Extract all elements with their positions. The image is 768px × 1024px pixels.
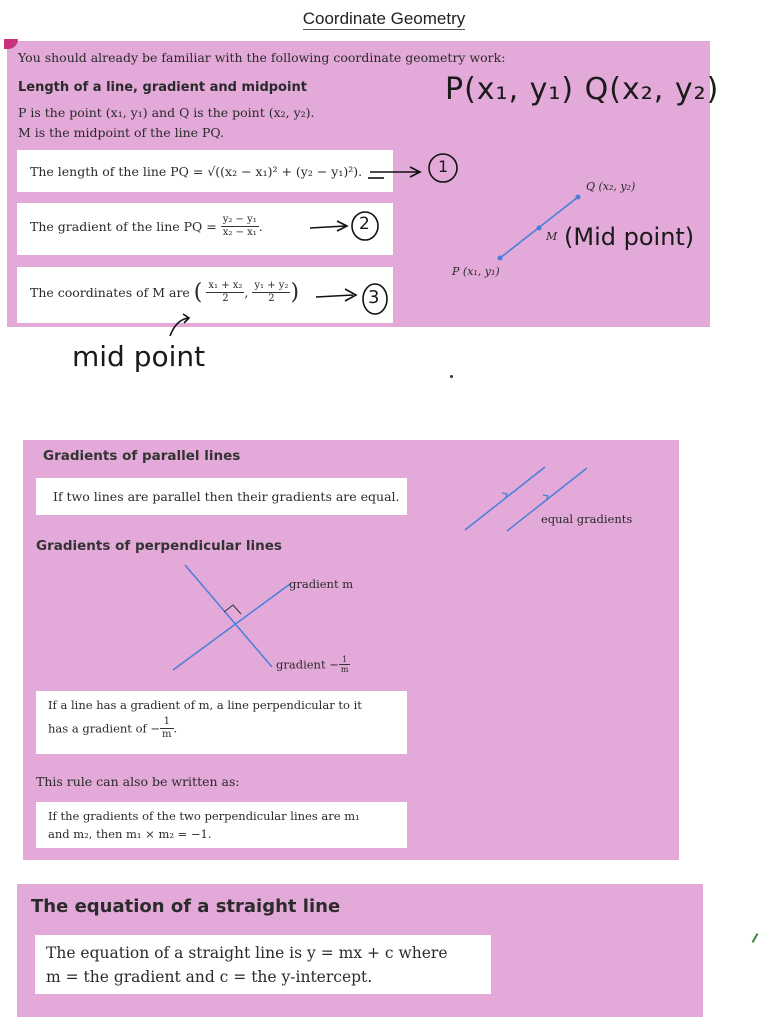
equation-line2: m = the gradient and c = the y-intercept. — [46, 968, 373, 986]
perp-rule-fraction — [160, 716, 173, 741]
gradient-denominator: x₂ − x₁ — [222, 227, 257, 238]
handwritten-midpoint-below: mid point — [72, 340, 206, 373]
perp-rule-line2-text: has a gradient of − — [48, 721, 161, 736]
formula-length-label: The length of the line PQ = — [30, 164, 208, 179]
handwritten-num-3: 3 — [368, 287, 380, 308]
handwritten-midpoint-note: (Mid point) — [564, 223, 695, 251]
formula-length-expr: √((x₂ − x₁)² + (y₂ − y₁)²). — [207, 164, 363, 179]
perp-rule-numerator: 1 — [160, 716, 173, 729]
handwritten-num-2: 2 — [359, 214, 370, 234]
perp-rule-line2 — [48, 716, 177, 741]
line-gradient-m — [173, 584, 290, 670]
gradient-m-label — [289, 577, 353, 591]
label-q: Q (x₂, y₂) — [586, 180, 636, 193]
stray-dot — [450, 375, 453, 378]
alt-rule-line2: and m₂, then m₁ × m₂ = −1. — [48, 827, 212, 841]
perpendicular-rule-box — [36, 691, 407, 754]
perp-rule-end: . — [173, 721, 178, 736]
handwritten-points: P(x₁, y₁) Q(x₂, y₂) — [445, 72, 720, 107]
gradient-neg-numerator: 1 — [339, 655, 351, 665]
gradient-neg-fraction — [339, 655, 351, 674]
gradient-neg-denominator: m — [340, 665, 349, 674]
page-title-text: Coordinate Geometry — [302, 9, 466, 28]
perp-rule-denominator: m — [162, 729, 172, 740]
intro-text: You should already be familiar with the following coordinate geometry work: — [18, 50, 506, 65]
mid-paren-open: ( — [193, 280, 203, 305]
gradient-neg-label — [276, 655, 350, 674]
equation-heading: The equation of a straight line — [31, 896, 341, 917]
mid-y-numerator: y₁ + y₂ — [254, 280, 289, 291]
perp-rule-line1: If a line has a gradient of m, a line perpendicular to it — [48, 698, 362, 712]
gradient-neg-text: gradient − — [276, 657, 339, 672]
parallel-rule: If two lines are parallel then their gradients are equal. — [53, 489, 400, 504]
handwritten-num-1: 1 — [438, 157, 449, 176]
m-definition: M is the midpoint of the line PQ. — [18, 125, 225, 140]
gradient-end: . — [258, 219, 263, 234]
alt-rule-line1: If the gradients of the two perpendicular lines are m₁ — [48, 809, 360, 823]
formula-mid-label: The coordinates of M are — [30, 285, 194, 300]
section1-heading: Length of a line, gradient and midpoint — [18, 80, 307, 95]
mid-separator: , — [244, 285, 249, 300]
label-p: P (x₁, y₁) — [452, 265, 500, 278]
label-m: M — [546, 230, 558, 243]
equation-box — [35, 935, 491, 994]
alt-rule-box — [36, 802, 407, 848]
perpendicular-heading: Gradients of perpendicular lines — [36, 538, 282, 554]
pq-definition: P is the point (x₁, y₁) and Q is the point (x₂, y₂). — [18, 105, 315, 120]
rule-also-text: This rule can also be written as: — [36, 774, 240, 789]
equal-gradients-label: equal gradients — [541, 512, 633, 526]
formula-gradient-label: The gradient of the line PQ = — [30, 219, 221, 234]
gradient-numerator: y₂ − y₁ — [222, 214, 257, 225]
mid-y-denominator: 2 — [268, 293, 275, 304]
equation-line1: The equation of a straight line is y = mx + c where — [46, 944, 448, 962]
mid-x-numerator: x₁ + x₂ — [208, 280, 243, 291]
mid-x-denominator: 2 — [222, 293, 229, 304]
gradient-m-text: gradient m — [289, 577, 354, 591]
parallel-heading: Gradients of parallel lines — [43, 448, 241, 464]
mid-paren-close: ) — [290, 280, 300, 305]
